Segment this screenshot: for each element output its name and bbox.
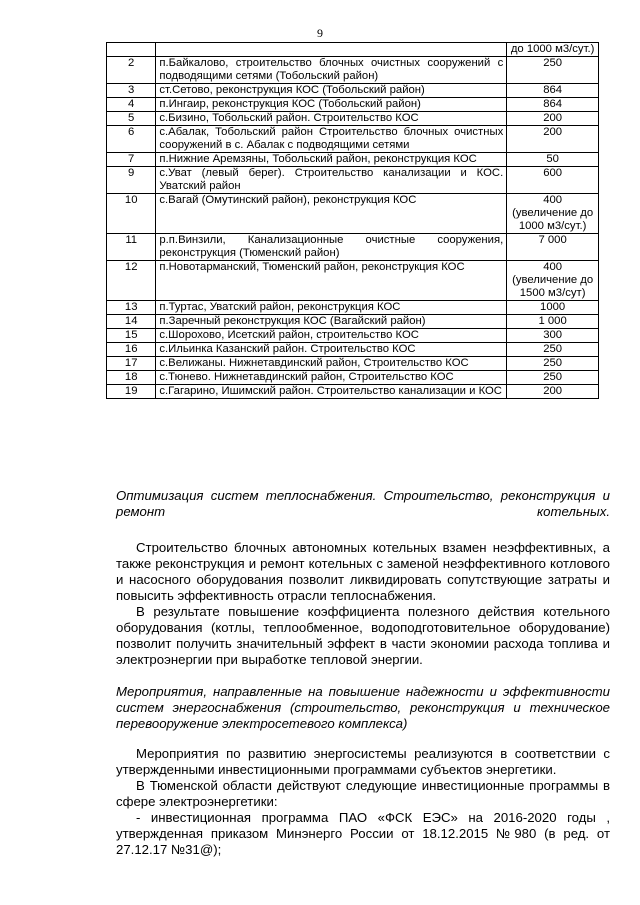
row-value-cell: 7 000 (507, 234, 599, 261)
table-row (107, 357, 599, 371)
row-description-cell: с.Уват (левый берег). Строительство канализации и КОС. Уватский район (156, 167, 507, 194)
table-row (107, 301, 599, 315)
row-description-cell: с.Гагарино, Ишимский район. Строительство канализации и КОС (156, 385, 507, 399)
row-value-cell: 200 (507, 112, 599, 126)
row-description-cell: п.Байкалово, строительство блочных очистных сооружений с подводящими сетями (Тобольский район) (156, 57, 507, 84)
row-description-cell: с.Вагай (Омутинский район), реконструкция КОС (156, 194, 507, 234)
body-block-1 (116, 540, 610, 668)
table-row (107, 98, 599, 112)
row-value-cell: 50 (507, 153, 599, 167)
paragraph-boilers: Строительство блочных автономных котельных взамен неэффективных, а также реконструкция и ремонт котельных с заменой неэффективного котлового и насосного оборудования позволит ликвидировать сопутствующие затраты и повысить эффективность отрасли теплоснабжения. (116, 540, 610, 603)
heading-energy-supply: Мероприятия, направленные на повышение надежности и эффективности систем энергоснабжения (строительство, реконструкция и техническое перевооружение электросетевого комплекса) (116, 684, 610, 731)
table-row (107, 167, 599, 194)
row-value-cell: 600 (507, 167, 599, 194)
row-value-cell: 200 (507, 385, 599, 399)
row-description-cell: с.Шорохово, Исетский район, строительство КОС (156, 329, 507, 343)
row-description-cell: п.Туртас, Уватский район, реконструкция КОС (156, 301, 507, 315)
row-value-cell: 400 (увеличение до 1500 м3/сут) (507, 261, 599, 301)
row-description-cell: с.Бизино, Тобольский район. Строительство КОС (156, 112, 507, 126)
row-number-cell: 6 (107, 126, 156, 153)
row-number-cell: 17 (107, 357, 156, 371)
row-value-cell: 864 (507, 84, 599, 98)
table-row (107, 371, 599, 385)
row-value-cell: 300 (507, 329, 599, 343)
row-value-cell: 250 (507, 343, 599, 357)
table-row (107, 343, 599, 357)
row-description-cell: с.Велижаны. Нижнетавдинский район, Строительство КОС (156, 357, 507, 371)
paragraph-energy-system: Мероприятия по развитию энергосистемы реализуются в соответствии с утвержденными инвестиционными программами субъектов энергетики. (116, 746, 610, 777)
row-number-cell: 15 (107, 329, 156, 343)
table-row (107, 57, 599, 84)
table-row (107, 315, 599, 329)
table-row (107, 194, 599, 234)
facilities-table (106, 42, 599, 399)
row-number-cell: 7 (107, 153, 156, 167)
row-number-cell: 3 (107, 84, 156, 98)
row-value-cell: 864 (507, 98, 599, 112)
table-row (107, 234, 599, 261)
row-value-cell: 250 (507, 357, 599, 371)
row-description-cell: п.Новотарманский, Тюменский район, реконструкция КОС (156, 261, 507, 301)
row-description-cell: с.Тюнево. Нижнетавдинский район, Строительство КОС (156, 371, 507, 385)
row-description-cell: с.Ильинка Казанский район. Строительство КОС (156, 343, 507, 357)
row-number-cell: 18 (107, 371, 156, 385)
paragraph-programs: В Тюменской области действуют следующие инвестиционные программы в сфере электроэнергетики: (116, 778, 610, 809)
row-number-cell: 16 (107, 343, 156, 357)
row-value-cell: 400 (увеличение до 1000 м3/сут.) (507, 194, 599, 234)
row-number-cell: 9 (107, 167, 156, 194)
row-description-cell (156, 43, 507, 57)
row-number-cell (107, 43, 156, 57)
row-value-cell: до 1000 м3/сут.) (507, 43, 599, 57)
paragraph-fsk-program: - инвестиционная программа ПАО «ФСК ЕЭС» на 2016-2020 годы , утвержденная приказом Минэнерго России от 18.12.2015 №980 (в ред. от 27.12.17 №31@); (116, 810, 610, 857)
row-value-cell: 200 (507, 126, 599, 153)
table-row (107, 385, 599, 399)
row-value-cell: 1 000 (507, 315, 599, 329)
table-row (107, 329, 599, 343)
row-number-cell: 4 (107, 98, 156, 112)
table-body (107, 43, 599, 399)
row-value-cell: 250 (507, 57, 599, 84)
row-number-cell: 2 (107, 57, 156, 84)
row-description-cell: п.Нижние Аремзяны, Тобольский район, реконструкция КОС (156, 153, 507, 167)
row-description-cell: ст.Сетово, реконструкция КОС (Тобольский район) (156, 84, 507, 98)
row-value-cell: 1000 (507, 301, 599, 315)
page-number: 9 (317, 26, 323, 40)
table-row (107, 126, 599, 153)
row-number-cell: 5 (107, 112, 156, 126)
table-row (107, 43, 599, 57)
row-number-cell: 10 (107, 194, 156, 234)
table-row (107, 261, 599, 301)
row-description-cell: п.Заречный реконструкция КОС (Вагайский район) (156, 315, 507, 329)
paragraph-efficiency: В результате повышение коэффициента полезного действия котельного оборудования (котлы, теплообменное, водоподготовительное оборудование) позволит получить значительный эффект в части экономии расхода топлива и электроэнергии при выработке тепловой энергии. (116, 604, 610, 667)
row-number-cell: 19 (107, 385, 156, 399)
table-row (107, 84, 599, 98)
row-value-cell: 250 (507, 371, 599, 385)
row-description-cell: р.п.Винзили, Канализационные очистные сооружения, реконструкция (Тюменский район) (156, 234, 507, 261)
table-row (107, 112, 599, 126)
table-row (107, 153, 599, 167)
row-description-cell: п.Ингаир, реконструкция КОС (Тобольский район) (156, 98, 507, 112)
row-description-cell: с.Абалак, Тобольский район Строительство блочных очистных сооружений в с. Абалак с подводящими сетями (156, 126, 507, 153)
row-number-cell: 11 (107, 234, 156, 261)
body-block-2 (116, 746, 610, 858)
row-number-cell: 14 (107, 315, 156, 329)
heading-heat-supply: Оптимизация систем теплоснабжения. Строительство, реконструкция и ремонт котельных. (116, 488, 610, 519)
row-number-cell: 12 (107, 261, 156, 301)
row-number-cell: 13 (107, 301, 156, 315)
